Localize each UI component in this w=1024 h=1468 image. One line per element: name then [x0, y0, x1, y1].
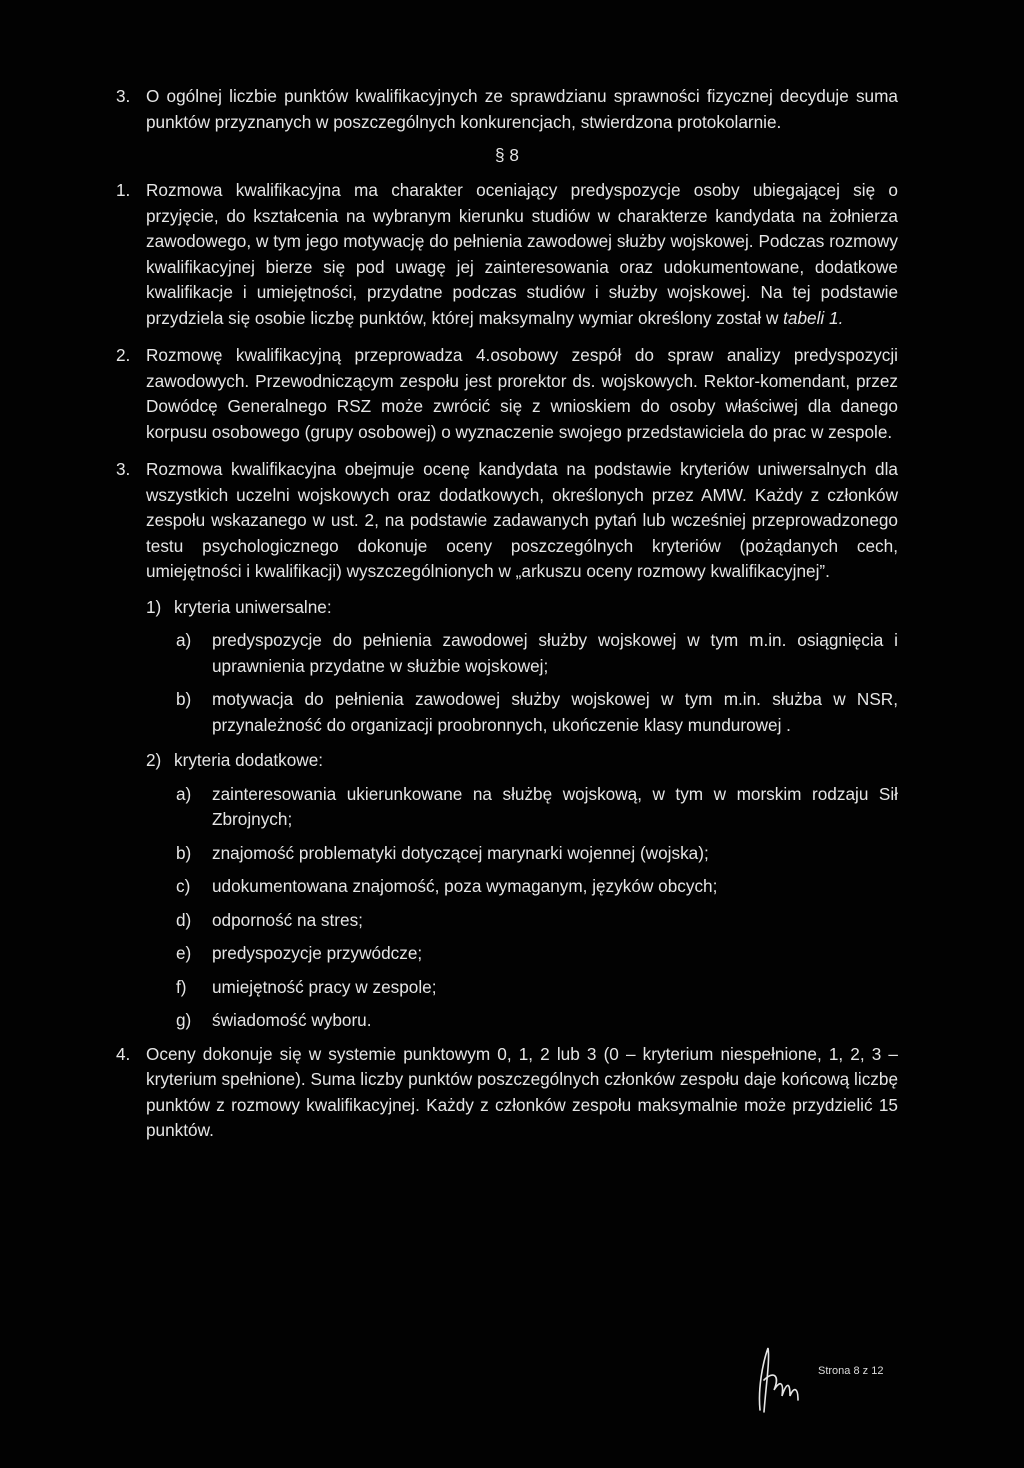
paragraph-text: Oceny dokonuje się w systemie punktowym 0, 1, 2 lub 3 (0 – kryterium niespełnione, 1, 2, 3 – kryterium spełnione). Suma liczby punktów poszczególnych członków zespołu daje końcową liczbę punktów z rozmowy kwalifikacyjnej. Każdy z członków zespołu maksymalnie może przydzielić 15 punktów.: [146, 1043, 898, 1140]
paragraph-number: 2.: [116, 345, 131, 365]
list-item: [116, 975, 898, 1001]
item-label: g): [176, 1010, 192, 1030]
paragraph-number: 4.: [116, 1043, 131, 1064]
list-item: [116, 782, 898, 833]
page-number: Strona 8 z 12: [818, 1365, 884, 1377]
item-text: predyspozycje do pełnienia zawodowej służby wojskowej w tym m.in. osiągnięcia i uprawnienia przydatne w służbie wojskowej;: [212, 630, 898, 676]
item-label: b): [176, 842, 192, 863]
paragraph-text: Rozmowę kwalifikacyjną przeprowadza 4.osobowy zespół do spraw analizy predyspozycji zawodowych. Przewodniczącym zespołu jest prorektor ds. wojskowych. Rektor-komendant, przez Dowódcę Generalnego RSZ może zwrócić się z wnioskiem do osoby właściwej dla danego korpusu osobowego (grupy osobowej) o wyznaczenie swojego przedstawiciela do prac w zespole.: [146, 345, 898, 442]
paragraph-4: [116, 1042, 898, 1144]
signature-image: [740, 1340, 810, 1420]
paragraph-3-top: [116, 84, 898, 135]
list-item: [116, 628, 898, 679]
criteria-list-universal: [116, 595, 898, 621]
section-heading: § 8: [495, 145, 519, 165]
item-text: znajomość problematyki dotyczącej marynarki wojennej (wojska);: [212, 842, 709, 863]
item-text: umiejętność pracy w zespole;: [212, 976, 437, 997]
list-item: [116, 841, 898, 867]
list-item: [116, 874, 898, 900]
paragraph-number: 1.: [116, 180, 131, 200]
item-label: e): [176, 943, 192, 963]
item-label: d): [176, 909, 192, 930]
paragraph-number: 3.: [116, 86, 131, 106]
list-label: 1): [146, 596, 162, 617]
paragraph-number: 3.: [116, 459, 131, 479]
paragraph-text: O ogólnej liczbie punktów kwalifikacyjnych ze sprawdzianu sprawności fizycznej decyduje suma punktów przyznanych w poszczególnych konkurencjach, stwierdzona protokolarnie.: [146, 86, 898, 132]
list-item: [116, 1008, 898, 1034]
item-text: udokumentowana znajomość, poza wymaganym, języków obcych;: [212, 876, 718, 896]
item-label: b): [176, 689, 192, 709]
item-text: zainteresowania ukierunkowane na służbę wojskową, w tym w morskim rodzaju Sił Zbrojnych;: [212, 783, 898, 829]
item-label: a): [176, 783, 192, 804]
item-text: predyspozycje przywódcze;: [212, 943, 423, 963]
list-title: kryteria dodatkowe:: [174, 750, 324, 770]
item-text: odporność na stres;: [212, 909, 363, 930]
list-item: [116, 941, 898, 967]
paragraph-2: [116, 343, 898, 445]
list-label: 2): [146, 750, 162, 770]
list-item: [116, 687, 898, 738]
list-item: [116, 908, 898, 934]
item-text: świadomość wyboru.: [212, 1010, 372, 1030]
table-reference: tabeli 1.: [783, 307, 844, 328]
list-title: kryteria uniwersalne:: [174, 596, 332, 617]
item-label: f): [176, 976, 187, 997]
paragraph-text: Rozmowa kwalifikacyjna ma charakter oceniający predyspozycje osoby ubiegającej się o przyjęcie, do kształcenia na wybranym kierunku studiów w charakterze kandydata na żołnierza zawodowego, w tym jego motywację do pełnienia zawodowej służby wojskowej. Podczas rozmowy kwalifikacyjnej bierze się pod uwagę jej zainteresowania oraz udokumentowane, dodatkowe kwalifikacje i umiejętności, przydatne podczas studiów i służby wojskowej. Na tej podstawie przydziela się osobie liczbę punktów, której maksymalny wymiar określony został w: [146, 180, 898, 328]
criteria-list-additional: [116, 748, 898, 774]
paragraph-3: [116, 457, 898, 585]
item-text: motywacja do pełnienia zawodowej służby wojskowej w tym m.in. służba w NSR, przynależność do organizacji proobronnych, ukończenie klasy mundurowej .: [212, 689, 898, 735]
item-label: c): [176, 876, 191, 896]
document-content: [116, 84, 898, 1144]
item-label: a): [176, 630, 192, 650]
paragraph-1: [116, 178, 898, 331]
paragraph-text: Rozmowa kwalifikacyjna obejmuje ocenę kandydata na podstawie kryteriów uniwersalnych dla wszystkich uczelni wojskowych oraz dodatkowych, określonych przez AMW. Każdy z członków zespołu wskazanego w ust. 2, na podstawie zadawanych pytań lub wcześniej przeprowadzonego testu psychologicznego dokonuje oceny poszczególnych kryteriów (pożądanych cech, umiejętności i kwalifikacji) wyszczególnionych w „arkuszu oceny rozmowy kwalifikacyjnej”.: [146, 459, 898, 581]
